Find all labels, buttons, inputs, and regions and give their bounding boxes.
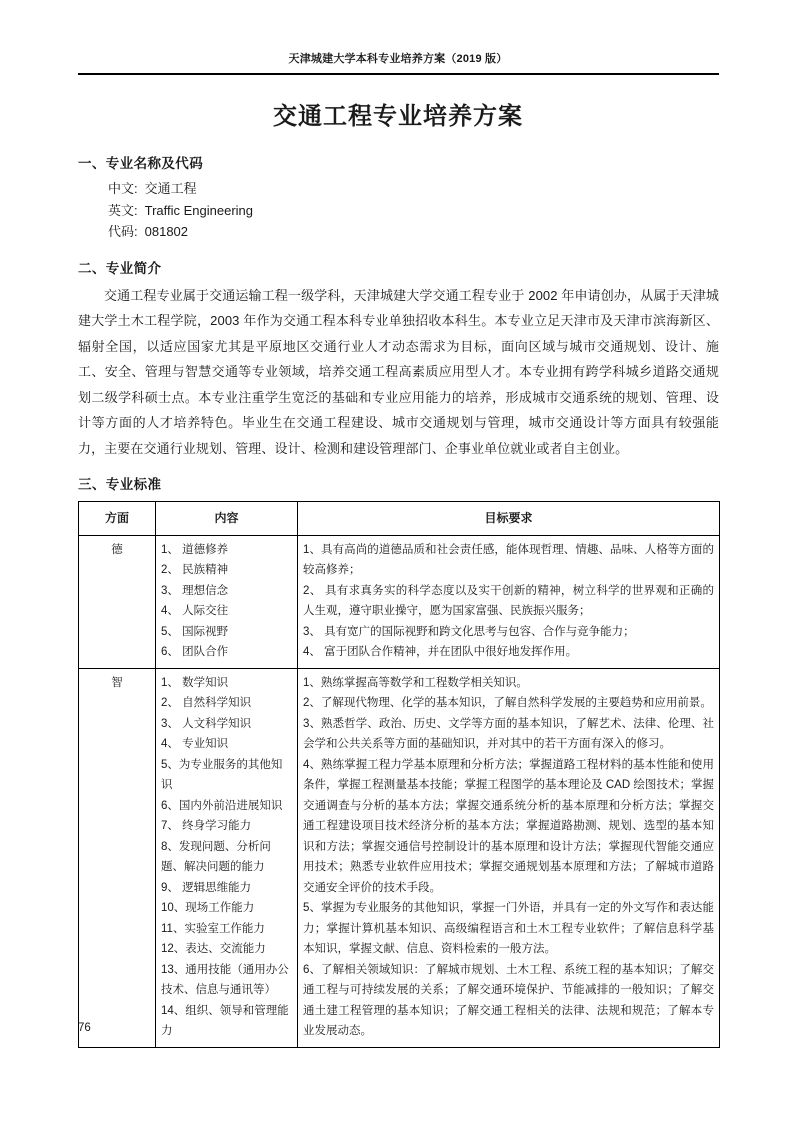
list-item: 12、表达、交流能力 [161, 943, 266, 955]
list-item: 1、 数学知识 [161, 676, 229, 689]
program-name-value-en: Traffic Engineering [144, 202, 254, 218]
list-item: 10、现场工作能力 [161, 902, 255, 914]
list-item: 8、发现问题、分析问题、解决问题的能力 [161, 840, 271, 873]
content-cell-zhi [156, 668, 298, 1047]
table-row [79, 535, 720, 668]
list-item: 7、 终身学习能力 [161, 820, 252, 832]
goal-cell-de [298, 535, 720, 668]
list-item: 4、 专业知识 [161, 738, 229, 750]
professional-standards-table [78, 501, 720, 1048]
program-code-value: 081802 [144, 224, 189, 239]
list-item: 3、熟悉哲学、政治、历史、文学等方面的基本知识，了解艺术、法律、伦理、社会学和公共关系等方面的基础知识，并对其中的若干方面有深入的修习。 [303, 717, 714, 750]
list-item: 4、熟练掌握工程力学基本原理和分析方法；掌握道路工程材料的基本性能和使用条件，掌握工程测量基本技能；掌握工程图学的基本理论及 CAD 绘图技术；掌握交通调查与分析的基本方法；掌握交通系统分析的基本原理和分析方法；掌握交通工程建设项目技术经济分析的基本方法；掌握道路勘测、规划、选型的基本知识和方法；掌握交通信号控制设计的基本原理和设计方法；掌握现代智能交通应用技术；熟悉专业软件应用技术；掌握交通规划基本原理和方法；了解城市道路交通安全评价的技术手段。 [303, 758, 714, 894]
list-item: 3、 人文科学知识 [161, 717, 252, 730]
list-item [108, 178, 719, 200]
list-item: 3、 理想信念 [161, 584, 229, 597]
document-body [78, 152, 719, 1048]
program-name-list [108, 178, 719, 243]
list-item: 1、 道德修养 [161, 543, 229, 556]
goal-cell-zhi [298, 668, 720, 1047]
list-item: 6、 团队合作 [161, 646, 229, 658]
list-item: 6、国内外前沿进展知识 [161, 799, 283, 812]
aspect-cell-zhi: 智 [79, 668, 156, 1047]
program-name-value-cn: 交通工程 [144, 181, 197, 196]
list-item: 5、为专业服务的其他知识 [161, 758, 283, 791]
table-header-row [79, 502, 720, 536]
section-heading-three: 三、专业标准 [78, 477, 162, 492]
list-item [108, 200, 719, 222]
column-header-goal: 目标要求 [298, 502, 720, 536]
list-item: 11、实验室工作能力 [161, 922, 265, 935]
page-number: 76 [78, 1022, 91, 1034]
list-item: 5、 国际视野 [161, 625, 229, 638]
list-item: 2、 民族精神 [161, 564, 229, 576]
column-header-aspect: 方面 [79, 502, 156, 536]
column-header-content: 内容 [156, 502, 298, 536]
list-item: 4、 富于团队合作精神，并在团队中很好地发挥作用。 [303, 646, 578, 658]
list-item: 13、通用技能（通用办公技术、信息与通讯等） [161, 963, 289, 996]
program-name-label-en: 英文: [108, 202, 138, 218]
list-item: 6、了解相关领域知识：了解城市规划、土木工程、系统工程的基本知识；了解交通工程与可持续发展的关系；了解交通环境保护、节能减排的一般知识；了解交通土建工程管理的基本知识；了解交通工程相关的法律、法规和规范；了解本专业发展动态。 [303, 963, 714, 1037]
list-item: 14、组织、领导和管理能力 [161, 1004, 289, 1037]
list-item: 5、掌握为专业服务的其他知识，掌握一门外语，并具有一定的外文写作和表达能力；掌握计算机基本知识、高级编程语言和土木工程专业软件；了解信息科学基本知识，掌握文献、信息、资料检索的一般方法。 [303, 902, 714, 955]
list-item: 3、 具有宽广的国际视野和跨文化思考与包容、合作与竞争能力； [303, 625, 635, 638]
list-item: 1、熟练掌握高等数学和工程数学相关知识。 [303, 676, 528, 689]
list-item: 1、具有高尚的道德品质和社会责任感，能体现哲理、情趣、品味、人格等方面的较高修养； [303, 543, 714, 576]
list-item: 2、 自然科学知识 [161, 697, 252, 709]
list-item [108, 221, 719, 243]
list-item: 4、 人际交往 [161, 605, 229, 617]
program-name-label-cn: 中文: [108, 181, 138, 196]
section-heading-two: 二、专业简介 [78, 260, 162, 276]
header-rule [78, 73, 719, 75]
running-header: 天津城建大学本科专业培养方案（2019 版） [288, 53, 508, 65]
program-code-label: 代码: [108, 224, 138, 239]
program-introduction-paragraph: 交通工程专业属于交通运输工程一级学科，天津城建大学交通工程专业于 2002 年申请创办，从属于天津城建大学土木工程学院，2003 年作为交通工程本科专业单独招收本科生。本专业立足天津市及天津市滨海新区、辐射全国，以适应国家尤其是平原地区交通行业人才动态需求为目标，面向区域与城市交通规划、设计、施工、安全、管理与智慧交通等专业领域，培养交通工程高素质应用型人才。本专业拥有跨学科城乡道路交通规划二级学科硕士点。本专业注重学生宽泛的基础和专业应用能力的培养，形成城市交通系统的规划、管理、设计等方面的人才培养特色。毕业生在交通工程建设、城市交通规划与管理，城市交通设计等方面具有较强能力，主要在交通行业规划、管理、设计、检测和建设管理部门、企事业单位就业或者自主创业。 [78, 287, 719, 456]
list-item: 2、了解现代物理、化学的基本知识，了解自然科学发展的主要趋势和应用前景。 [303, 697, 712, 709]
aspect-cell-de: 德 [79, 535, 156, 668]
page-title: 交通工程专业培养方案 [273, 103, 523, 130]
content-cell-de [156, 535, 298, 668]
section-heading-one: 一、专业名称及代码 [78, 156, 204, 171]
list-item: 9、 逻辑思维能力 [161, 881, 252, 894]
table-row [79, 668, 720, 1047]
list-item: 2、 具有求真务实的科学态度以及实干创新的精神，树立科学的世界观和正确的人生观，遵守职业操守，愿为国家富强、民族振兴服务； [303, 584, 714, 617]
